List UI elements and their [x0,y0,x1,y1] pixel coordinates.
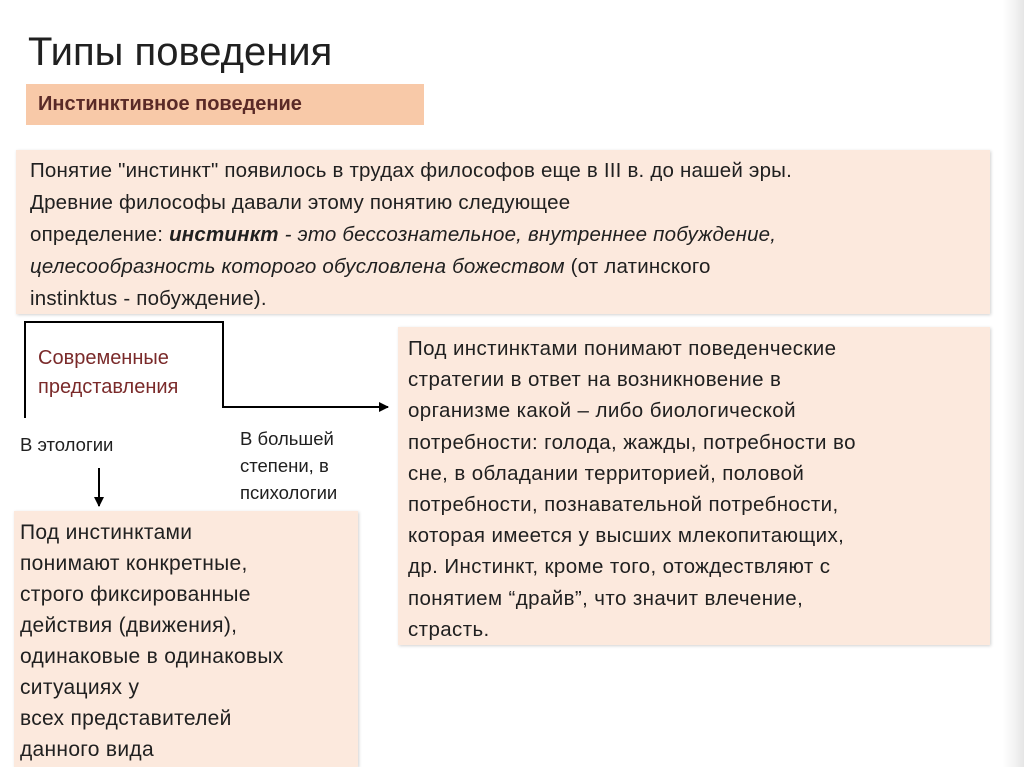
instinct-term: инстинкт [169,223,279,246]
ethology-description [20,517,355,765]
ethology-label: В этологии [20,434,114,455]
psychology-label-line: психологии [240,482,338,503]
psychology-line: стратегии в ответ на возникновение в [408,368,782,392]
psychology-line: сне, в обладании территорией, половой [408,461,805,485]
intro-line-5: instinktus - побуждение). [30,287,267,310]
psychology-line: которая имеется у высших млекопитающих, [408,524,845,548]
ethology-line: понимают конкретные, [20,552,248,575]
psychology-line: потребности: голода, жажды, потребности во [408,430,856,454]
intro-line-2: Древние философы давали этому понятию следующее [30,191,571,214]
ethology-line: действия (движения), [20,614,238,637]
ethology-line: данного вида [20,738,154,761]
definition-text-continued: целесообразность которого обусловлена божеством [30,255,565,278]
ethology-line: ситуациях у [20,676,140,699]
modern-label-line-2: представления [38,376,179,398]
psychology-label-line: В большей [240,428,334,449]
definition-prefix: определение: [30,223,170,246]
modern-label-line-1: Современные [38,347,169,369]
ethology-line: всех представителей [20,707,232,730]
psychology-label-line: степени, в [240,455,329,476]
modern-bracket-line [25,322,388,418]
ethology-line: Под инстинктами [20,521,193,544]
slide-title: Типы поведения [28,30,333,74]
psychology-description [408,333,983,645]
psychology-line: др. Инстинкт, кроме того, отождествляют с [408,555,831,579]
psychology-line: потребности, познавательной потребности, [408,493,839,517]
definition-text: - это бессознательное, внутреннее побуждение, [278,223,777,246]
ethology-line: одинаковые в одинаковых [20,645,284,668]
psychology-line: страсть. [408,617,490,641]
slide-subtitle: Инстинктивное поведение [38,93,302,115]
psychology-line: Под инстинктами понимают поведенческие [408,337,837,360]
psychology-line: понятием “драйв”, что значит влечение, [408,586,804,610]
psychology-line: организме какой – либо биологической [408,399,796,423]
etymology-start: (от латинского [564,255,711,278]
intro-line-1: Понятие "инстинкт" появилось в трудах философов еще в III в. до нашей эры. [30,159,792,182]
ethology-line: строго фиксированные [20,583,251,606]
